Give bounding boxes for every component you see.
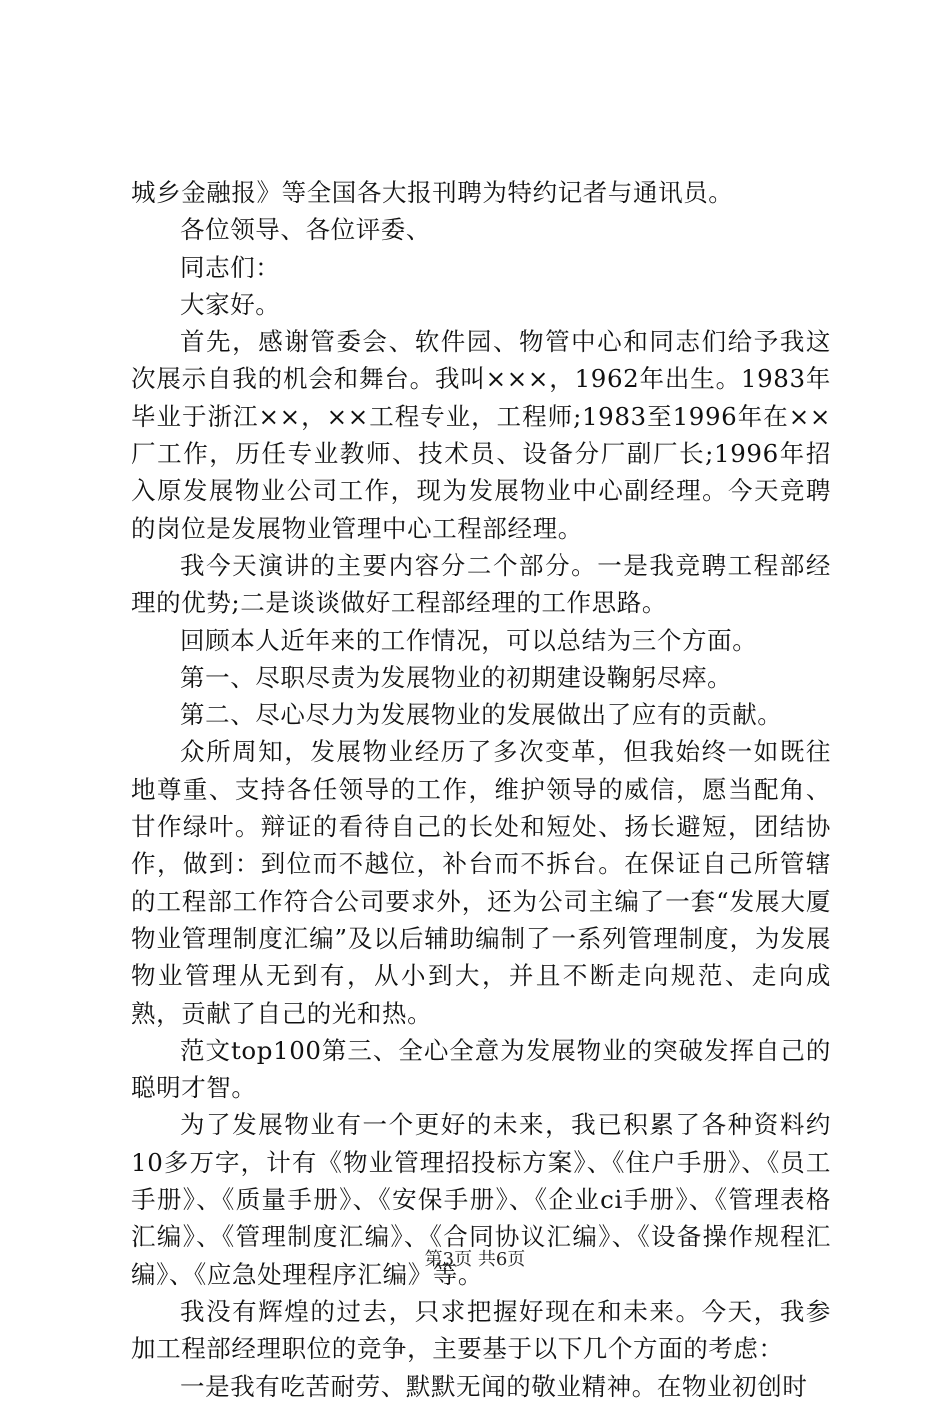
paragraph: 第二、尽心尽力为发展物业的发展做出了应有的贡献。	[180, 700, 783, 730]
paragraph: 一是我有吃苦耐劳、默默无闻的敬业精神。在物业初创时	[180, 1371, 808, 1401]
page-number-label: 第3页 共6页	[424, 1249, 526, 1270]
paragraph: 第一、尽职尽责为发展物业的初期建设鞠躬尽瘁。	[180, 662, 733, 692]
paragraph: 我今天演讲的主要内容分二个部分。一是我竞聘工程部经理的优势;二是谈谈做好工程部经理的工作思路。	[131, 550, 831, 618]
paragraph: 同志们：	[180, 252, 281, 282]
paragraph: 回顾本人近年来的工作情况，可以总结为三个方面。	[180, 625, 758, 655]
page-footer	[0, 1245, 950, 1271]
paragraph: 为了发展物业有一个更好的未来，我已积累了各种资料约10多万字，计有《物业管理招投标方案》、《住户手册》、《员工手册》、《质量手册》、《安保手册》、《企业ci手册》、《管理表格汇编》、《管理制度汇编》、《合同协议汇编》、《设备操作规程汇编》、《应急处理程序汇编》等。	[131, 1110, 831, 1289]
paragraph: 首先，感谢管委会、软件园、物管中心和同志们给予我这次展示自我的机会和舞台。我叫×××，1962年出生。1983年毕业于浙江××，××工程专业，工程师;1983至1996年在××厂工作，历任专业教师、技术员、设备分厂副厂长;1996年招入原发展物业公司工作，现为发展物业中心副经理。今天竞聘的岗位是发展物业管理中心工程部经理。	[131, 327, 831, 543]
document-body	[131, 174, 831, 1405]
paragraph: 范文top100第三、全心全意为发展物业的突破发挥自己的聪明才智。	[131, 1035, 831, 1103]
paragraph: 各位领导、各位评委、	[180, 215, 431, 245]
paragraph: 我没有辉煌的过去，只求把握好现在和未来。今天，我参加工程部经理职位的竞争，主要基于以下几个方面的考虑：	[131, 1296, 831, 1364]
paragraph: 众所周知，发展物业经历了多次变革，但我始终一如既往地尊重、支持各任领导的工作，维护领导的威信，愿当配角、甘作绿叶。辩证的看待自己的长处和短处、扬长避短，团结协作，做到：到位而不越位，补台而不拆台。在保证自己所管辖的工程部工作符合公司要求外，还为公司主编了一套“发展大厦物业管理制度汇编”及以后辅助编制了一系列管理制度，为发展物业管理从无到有，从小到大，并且不断走向规范、走向成熟，贡献了自己的光和热。	[131, 737, 831, 1028]
paragraph: 城乡金融报》等全国各大报刊聘为特约记者与通讯员。	[131, 178, 734, 207]
paragraph: 大家好。	[180, 289, 281, 319]
